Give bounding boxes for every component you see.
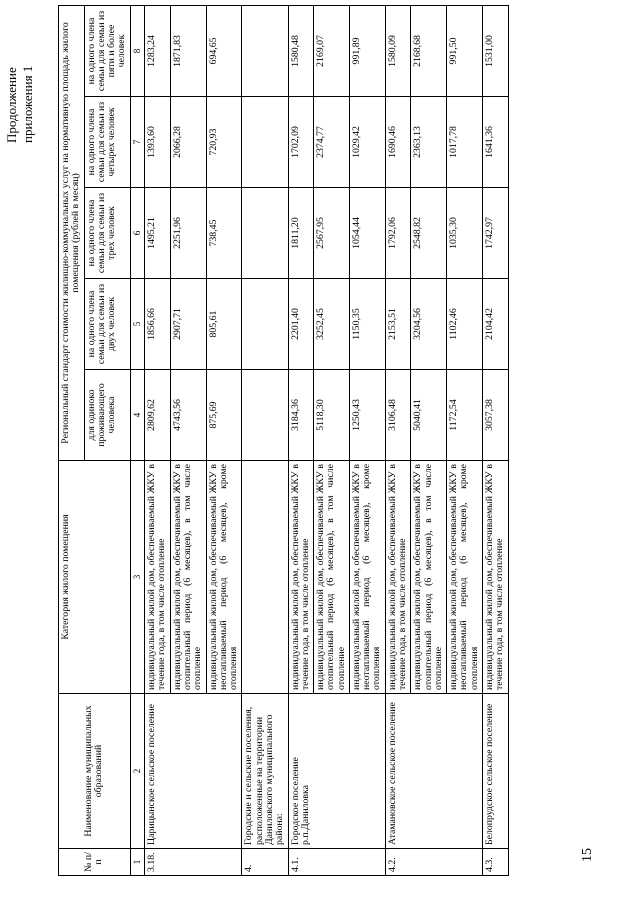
value-cell: 1172,54 — [447, 370, 483, 461]
section-row — [242, 5, 288, 875]
value-cell: 3252,45 — [314, 279, 350, 370]
page-number: 15 — [580, 848, 595, 862]
section-title: Городские и сельские поселения, расположенные на территории Даниловского муниципального района: — [242, 694, 288, 849]
value-cell: 1017,78 — [447, 97, 483, 188]
header-col8: на одного члена семьи для семьи из пяти и более человек — [84, 5, 130, 96]
section-number: 4. — [242, 849, 288, 876]
value-cell: 2548,82 — [411, 188, 447, 279]
value-cell: 1690,46 — [385, 97, 411, 188]
row-number: 4.3. — [483, 849, 509, 876]
category-cell: индивидуальный жилой дом, обеспечиваемый ЖКУ в течение года, в том числе отопление — [288, 461, 314, 694]
value-cell: 991,89 — [349, 5, 385, 96]
value-cell: 1742,97 — [483, 188, 509, 279]
municipality-name: Царицынское сельское поселение — [145, 694, 242, 849]
value-cell: 694,65 — [206, 5, 242, 96]
value-cell: 1029,42 — [349, 97, 385, 188]
header-num: № п/п — [59, 849, 131, 876]
header-col5: на одного члена семьи для семьи из двух человек — [84, 279, 130, 370]
continuation-caption: Продолжение приложения 1 — [4, 65, 35, 143]
category-cell: индивидуальный жилой дом, обеспечиваемый ЖКУ в течение года, в том числе отопление — [145, 461, 171, 694]
value-cell: 1495,21 — [145, 188, 171, 279]
header-col6: на одного члена семьи для семьи из трех человек — [84, 188, 130, 279]
category-cell: индивидуальный жилой дом, обеспечиваемый ЖКУ в отопительный период (6 месяцев), в том числе отопление — [411, 461, 447, 694]
value-cell: 991,50 — [447, 5, 483, 96]
category-cell: индивидуальный жилой дом, обеспечиваемый ЖКУ в течение года, в том числе отопление — [385, 461, 411, 694]
value-cell: 2809,62 — [145, 370, 171, 461]
col-index: 7 — [130, 97, 144, 188]
municipality-name: Белопрудское сельское поселение — [483, 694, 509, 849]
value-cell: 3184,36 — [288, 370, 314, 461]
header-standard: Региональный стандарт стоимости жилищно-коммунальных услуг на нормативную площадь жилого помещения (рублей в месяц) — [59, 5, 85, 460]
tariff-table — [58, 5, 509, 876]
category-cell: индивидуальный жилой дом, обеспечиваемый ЖКУ в отопительный период (6 месяцев), в том числе отопление — [170, 461, 206, 694]
municipality-name: Атамановское сельское поселение — [385, 694, 482, 849]
value-cell: 1641,36 — [483, 97, 509, 188]
value-cell: 2907,71 — [170, 279, 206, 370]
value-cell: 738,45 — [206, 188, 242, 279]
header-row-1 — [59, 5, 85, 875]
category-cell: индивидуальный жилой дом, обеспечиваемый ЖКУ в отопительный период (6 месяцев), в том числе отопление — [314, 461, 350, 694]
value-cell: 3204,56 — [411, 279, 447, 370]
value-cell: 1580,48 — [288, 5, 314, 96]
col-index: 8 — [130, 5, 144, 96]
header-category: Категория жилого помещения — [59, 461, 131, 694]
value-cell: 1393,60 — [145, 97, 171, 188]
value-cell: 4743,56 — [170, 370, 206, 461]
value-cell: 1054,44 — [349, 188, 385, 279]
col-index: 5 — [130, 279, 144, 370]
value-cell: 1531,00 — [483, 5, 509, 96]
row-number: 4.2. — [385, 849, 482, 876]
value-cell: 1150,35 — [349, 279, 385, 370]
category-cell: индивидуальный жилой дом, обеспечиваемый ЖКУ в течение года, в том числе отопление — [483, 461, 509, 694]
col-index: 6 — [130, 188, 144, 279]
header-name: Наименование муниципальных образований — [59, 694, 131, 849]
value-cell: 2168,68 — [411, 5, 447, 96]
category-cell: индивидуальный жилой дом, обеспечиваемый ЖКУ в неотапливаемый период (6 месяцев), кроме отопления — [447, 461, 483, 694]
municipality-name: Городское поселение р.п.Даниловка — [288, 694, 385, 849]
value-cell: 1702,09 — [288, 97, 314, 188]
value-cell: 805,61 — [206, 279, 242, 370]
value-cell: 1283,24 — [145, 5, 171, 96]
col-index: 4 — [130, 370, 144, 461]
col-index: 2 — [130, 694, 144, 849]
value-cell: 2374,77 — [314, 97, 350, 188]
value-cell: 2066,28 — [170, 97, 206, 188]
value-cell: 2251,96 — [170, 188, 206, 279]
value-cell: 2567,95 — [314, 188, 350, 279]
table-row — [288, 5, 314, 875]
value-cell: 1871,83 — [170, 5, 206, 96]
col-index: 1 — [130, 849, 144, 876]
value-cell: 1792,06 — [385, 188, 411, 279]
value-cell: 1250,43 — [349, 370, 385, 461]
table-row — [385, 5, 411, 875]
table-row — [145, 5, 171, 875]
value-cell: 875,69 — [206, 370, 242, 461]
value-cell: 2153,51 — [385, 279, 411, 370]
table-row — [483, 5, 509, 875]
value-cell: 2104,42 — [483, 279, 509, 370]
value-cell: 5040,41 — [411, 370, 447, 461]
row-number: 3.18. — [145, 849, 242, 876]
header-col7: на одного члена семьи для семьи из четырех человек — [84, 97, 130, 188]
value-cell: 1811,20 — [288, 188, 314, 279]
value-cell: 1856,66 — [145, 279, 171, 370]
value-cell: 1035,30 — [447, 188, 483, 279]
value-cell: 2363,13 — [411, 97, 447, 188]
category-cell: индивидуальный жилой дом, обеспечиваемый ЖКУ в неотапливаемый период (6 месяцев), кроме отопления — [206, 461, 242, 694]
value-cell: 5118,30 — [314, 370, 350, 461]
value-cell: 3057,38 — [483, 370, 509, 461]
column-index-row — [130, 5, 144, 875]
header-col4: для одиноко проживающего человека — [84, 370, 130, 461]
value-cell: 720,93 — [206, 97, 242, 188]
row-number: 4.1. — [288, 849, 385, 876]
value-cell: 1580,09 — [385, 5, 411, 96]
value-cell: 2169,07 — [314, 5, 350, 96]
value-cell: 3106,48 — [385, 370, 411, 461]
value-cell: 2201,40 — [288, 279, 314, 370]
category-cell: индивидуальный жилой дом, обеспечиваемый ЖКУ в неотапливаемый период (6 месяцев), кроме отопления — [349, 461, 385, 694]
col-index: 3 — [130, 461, 144, 694]
value-cell: 1102,46 — [447, 279, 483, 370]
